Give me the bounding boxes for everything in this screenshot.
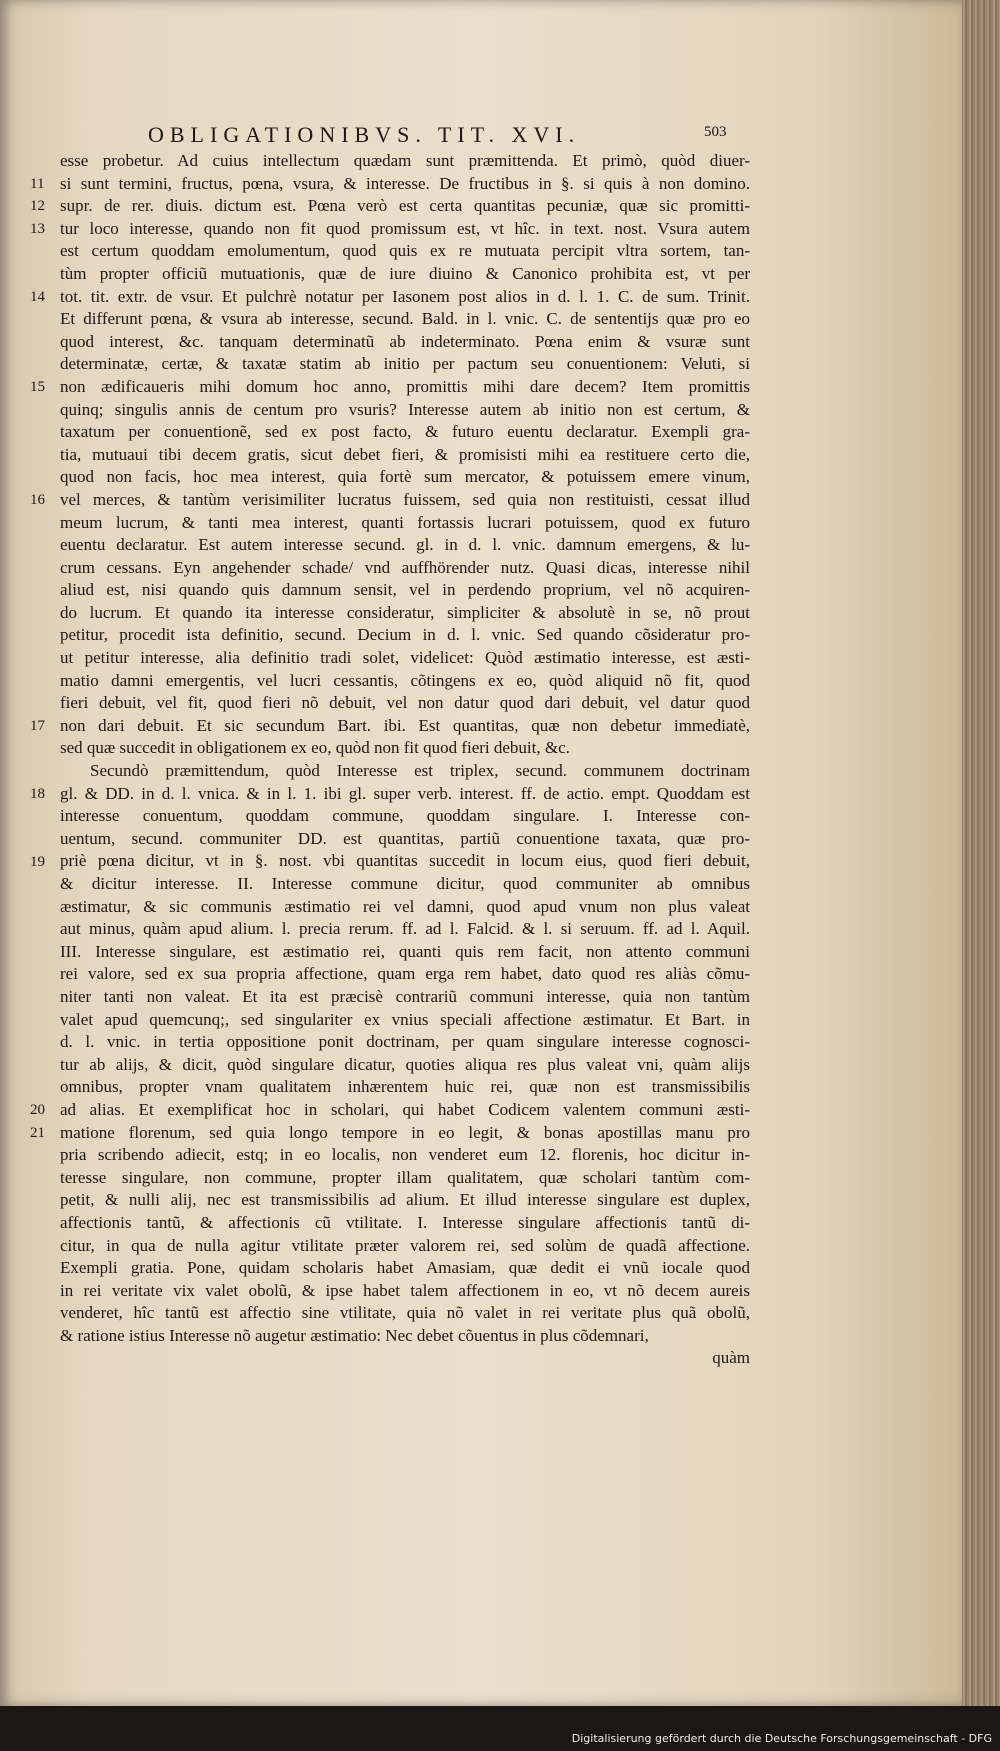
text-line: rei valore, sed ex sua propria affectione, quam erga rem habet, dato quod res aliàs cõmu- [60,964,750,984]
text-line: taxatum per conuentionẽ, sed ex post facto, & futuro euentu declaratur. Exempli gra- [60,422,750,442]
text-line: fieri debuit, vel fit, quod fieri nõ debuit, vel non datur quod dari debuit, vel datur quod [60,693,750,713]
text-line: in rei veritate vix valet obolũ, & ipse habet talem affectionem in eo, vt nõ decem aureis [60,1280,750,1300]
margin-number: 17 [30,718,45,734]
margin-numbers [30,0,60,1706]
margin-number: 20 [30,1102,45,1119]
page-edge [962,0,1000,1706]
margin-number: 15 [30,379,45,395]
text-line: tot. tit. extr. de vsur. Et pulchrè notatur per Iasonem post alios in d. l. 1. C. de sum. Trinit. [60,286,750,306]
running-title: OBLIGATIONIBVS. TIT. XVI. [148,122,581,147]
text-line: matione florenum, sed quia longo tempore in eo legit, & bonas apostillas manu pro [60,1122,750,1142]
text-line: tur ab alijs, & dicit, quòd singulare dicatur, quoties aliqua res plus valeat vni, quàm alijs [60,1054,750,1074]
text-line: tia, mutuaui tibi decem gratis, sicut debet fieri, & promisisti mihi ea restituere certo die, [60,444,750,464]
text-line: tùm propter officiũ mutuationis, quæ de iure diuino & Canonico prohibita est, vt per [60,263,750,283]
margin-number: 18 [30,785,45,802]
text-line: valet apud quemcunq;, sed singulariter ex vnius speciali affectione æstimatur. Et Bart. in [60,1009,750,1029]
text-line: petitur, procedit ista definitio, secund. Decium in d. l. vnic. Sed quando cõsideratur pro- [60,625,750,645]
text-line: uentum, secund. communiter DD. est quantitas, partiũ conuentione taxata, quæ pro- [60,828,750,848]
text-block [60,150,750,1370]
text-line: teresse singulare, non commune, propter illam qualitatem, quæ scholari tantùm com- [60,1167,750,1187]
margin-number: 13 [30,220,45,237]
margin-number: 12 [30,198,45,215]
text-line: affectionis tantũ, & affectionis cũ vtilitate. I. Interesse singulare affectionis tantũ di- [60,1212,750,1232]
text-line: supr. de rer. diuis. dictum est. Pœna verò est certa quantitas pecuniæ, quæ sic promitti- [60,196,750,216]
text-line: Et differunt pœna, & vsura ab interesse, secund. Bald. in l. vnic. C. de sententijs quæ pro eo [60,309,750,329]
text-line: pria scribendo adiecit, estq; in eo localis, non venderet eum 12. florenis, hoc dicitur in- [60,1145,750,1165]
text-line: aut minus, quàm apud alium. l. precia rerum. ff. ad l. Falcid. & l. si seruum. ff. ad l. Aquil. [60,919,750,939]
footer-strip [0,1706,1000,1751]
text-line: sed quæ succedit in obligationem ex eo, quòd non fit quod fieri debuit, &c. [60,738,570,758]
text-line: tur loco interesse, quando non fit quod promissum est, vt hîc. in text. nost. Vsura autem [60,218,750,238]
text-line: omnibus, propter vnam qualitatem inhærentem huic rei, quæ non est transmissibilis [60,1077,750,1097]
digitization-credit: Digitalisierung gefördert durch die Deutsche Forschungsgemeinschaft - DFG [571,1732,992,1745]
text-line: aliud est, nisi quando quis damnum sensit, vel in perdendo proprium, vel nõ acquiren- [60,580,750,600]
text-line: ut petitur interesse, alia definitio tradi solet, videlicet: Quòd æstimatio interesse, est æsti- [60,648,750,668]
text-line: determinatæ, certæ, & taxatæ statim ab initio per pactum seu conuentionem: Veluti, si [60,354,750,374]
margin-number: 19 [30,853,45,870]
text-line: Secundò præmittendum, quòd Interesse est triplex, secund. communem doctrinam [90,761,750,781]
text-line: do lucrum. Et quando ita interesse consideratur, simpliciter & absolutè in se, nõ prout [60,602,750,622]
text-line: quod interest, &c. tanquam determinatũ ab indeterminato. Pœna enim & vsuræ sunt [60,331,750,351]
text-line: interesse conuentum, quoddam commune, quoddam singulare. I. Interesse con- [60,806,750,826]
text-line: ad alias. Et exemplificat hoc in scholari, qui habet Codicem valentem communi æsti- [60,1099,750,1119]
text-line: Exempli gratia. Pone, quidam scholaris habet Amasiam, quæ dedit ei vnũ iocale quod [60,1258,750,1278]
margin-number: 11 [30,175,45,192]
text-line: quinq; singulis annis de centum pro vsuris? Interesse autem ab initio non est certum, & [60,399,750,419]
page-number: 503 [704,124,727,140]
text-line: priè pœna dicitur, vt in §. nost. vbi quantitas succedit in locum eius, quod fieri debuit, [60,851,750,871]
text-line: III. Interesse singulare, est æstimatio rei, quanti quis rem facit, non attento communi [60,941,750,961]
text-line: citur, in qua de nulla agitur vtilitate præter valorem rei, sed solùm de quadã affectione. [60,1235,750,1255]
margin-number: 21 [30,1124,45,1141]
text-line: si sunt termini, fructus, pœna, vsura, & interesse. De fructibus in §. si quis à non domino. [60,173,750,193]
text-line: & ratione istius Interesse nõ augetur æstimatio: Nec debet cõuentus in plus cõdemnari, [60,1325,649,1345]
text-line: quod non facis, hoc mea interest, quia fortè sum mercator, & potuissem emere vinum, [60,467,750,487]
text-line: gl. & DD. in d. l. vnica. & in l. 1. ibi gl. super verb. interest. ff. de actio. empt. Quoddam est [60,783,750,803]
text-line: meum lucrum, & tanti mea interest, quanti fortassis lucrari potuissem, quod ex futuro [60,512,750,532]
text-line: matio damni emergentis, vel lucri cessantis, cõtingens ex eo, quòd aliquid nõ fit, quod [60,670,750,690]
text-line: euentu declaratur. Est autem interesse secund. gl. in d. l. vnic. damnum emergens, & lu- [60,535,750,555]
text-line: vel merces, & tantùm verisimiliter lucratus fuissem, sed quia non restituisti, cessat illud [60,489,750,509]
text-line: crum cessans. Eyn angehender schade/ vnd auffhörender nutz. Quasi dicas, interesse nihil [60,557,750,577]
text-line: non ædificaueris mihi domum hoc anno, promittis mihi dare decem? Item promittis [60,376,750,396]
catchword: quàm [712,1348,750,1368]
text-line: est certum quoddam emolumentum, quod quis ex re mutuata percipit vltra sortem, tan- [60,241,750,261]
text-line: niter tanti non valeat. Et ita est præcisè contrariũ communi interesse, quia non tantùm [60,986,750,1006]
text-line: non dari debuit. Et sic secundum Bart. ibi. Est quantitas, quæ non debetur immediatè, [60,715,750,735]
text-line: venderet, hîc tantũ est affectio sine vtilitate, quia nõ valet in rei veritate plus quã obolũ, [60,1303,750,1323]
text-line: petit, & nulli alij, nec est transmissibilis ad alium. Et illud interesse singulare est duplex, [60,1190,750,1210]
text-line: æstimatur, & sic communis æstimatio rei vel damni, quod apud vnum non plus valeat [60,896,750,916]
margin-number: 16 [30,492,45,508]
text-line: & dicitur interesse. II. Interesse commune dicitur, quod communiter ab omnibus [60,874,750,893]
margin-number: 14 [30,288,45,305]
text-line: d. l. vnic. in tertia oppositione ponit doctrinam, per quam singulare interesse cognosci- [60,1032,750,1052]
text-line: esse probetur. Ad cuius intellectum quædam sunt præmittenda. Et primò, quòd diuer- [60,151,750,170]
